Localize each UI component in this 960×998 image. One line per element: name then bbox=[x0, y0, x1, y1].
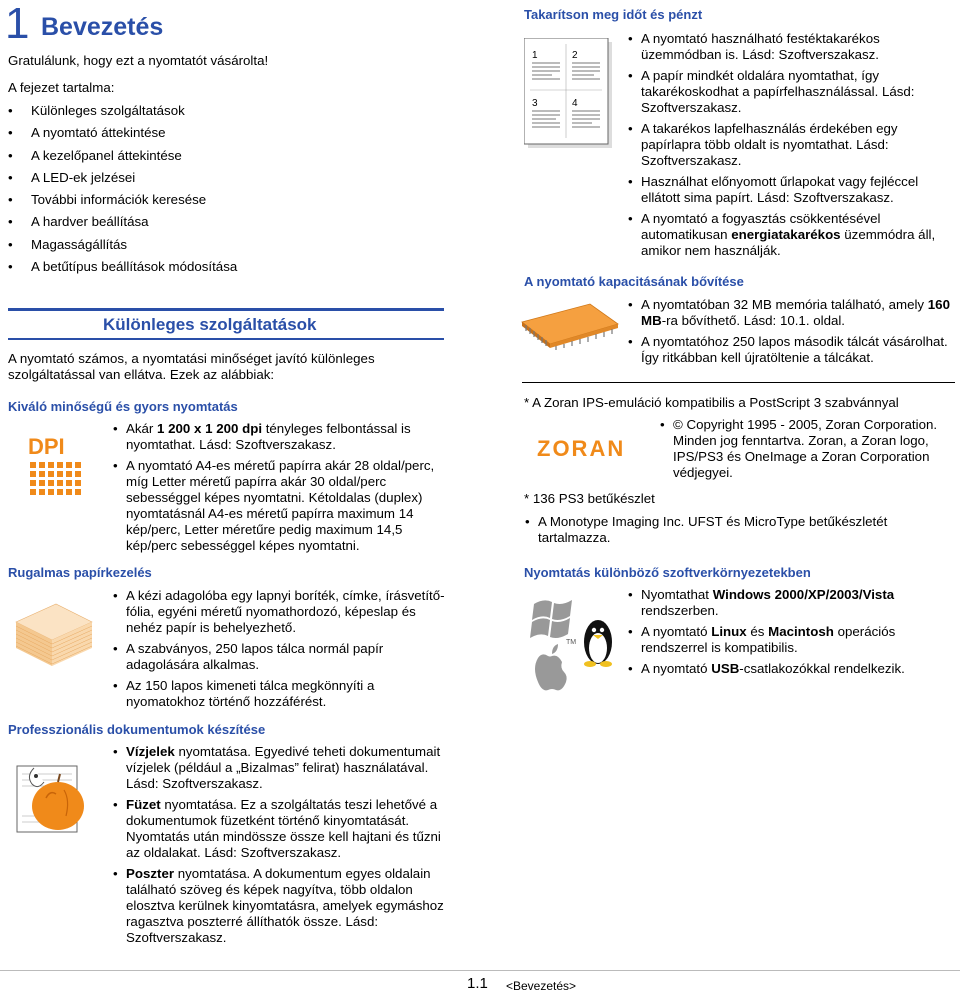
dpi-icon bbox=[24, 432, 94, 500]
list-item: • Nyomtathat Windows 2000/XP/2003/Vista rendszerben. bbox=[625, 587, 945, 619]
zoran-copyright-list bbox=[657, 417, 957, 486]
zoran-note: * A Zoran IPS-emuláció kompatibilis a PostScript 3 szabvánnyal bbox=[524, 395, 899, 410]
toc-item: • A betűtípus beállítások módosítása bbox=[8, 256, 237, 278]
footer-page-number: 1.1 bbox=[467, 975, 488, 992]
toc-item: • Különleges szolgáltatások bbox=[8, 100, 237, 122]
list-item: • Füzet nyomtatása. Ez a szolgáltatás teszi lehetővé a dokumentumok füzetként történő kinyomtatását. Nyomtatás után mindössze össze kell hajtani és tűzni az oldalakat. Lásd: Szoftverszakasz. bbox=[110, 797, 445, 861]
list-item: • A nyomtatóban 32 MB memória található, amely 160 MB-ra bővíthető. Lásd: 10.1. oldal. bbox=[625, 297, 955, 329]
list-item: • A nyomtató használható festéktakarékos üzemmódban is. Lásd: Szoftverszakasz. bbox=[625, 31, 945, 63]
env-heading: Nyomtatás különböző szoftverkörnyezetekben bbox=[524, 565, 811, 580]
docs-heading: Professzionális dokumentumok készítése bbox=[8, 722, 266, 737]
list-item: • A nyomtató USB-csatlakozókkal rendelkezik. bbox=[625, 661, 945, 677]
svg-text:1: 1 bbox=[532, 50, 538, 61]
zoran-logo bbox=[535, 433, 645, 463]
section-divider bbox=[522, 382, 955, 383]
footer-chapter: <Bevezetés> bbox=[506, 979, 577, 993]
list-item: • A kézi adagolóba egy lapnyi boríték, címke, írásvetítő-fólia, egyéni méretű nyomathordozó, képeslap és nehéz papír is behelyezhető. bbox=[110, 588, 445, 636]
svg-text:ZORAN: ZORAN bbox=[537, 436, 626, 461]
docs-list bbox=[110, 744, 445, 951]
list-item: • © Copyright 1995 - 2005, Zoran Corporation. Minden jog fenntartva. Zoran, a Zoran logo, IPS/PS3 és OneImage a Zoran Corporation védjegyei. bbox=[657, 417, 957, 481]
list-item: • A szabványos, 250 lapos tálca normál papír adagolására alkalmas. bbox=[110, 641, 445, 673]
env-list bbox=[625, 587, 945, 682]
os-logos-icon bbox=[530, 590, 620, 700]
toc-item: • A hardver beállítása bbox=[8, 211, 237, 233]
section-rule-top bbox=[8, 308, 444, 311]
paper-stack-icon bbox=[12, 600, 94, 670]
list-item: • A nyomtatóhoz 250 lapos második tálcát vásárolhat. Így ritkábban kell újratöltenie a tálcákat. bbox=[625, 334, 955, 366]
list-item: • A nyomtató A4-es méretű papírra akár 28 oldal/perc, míg Letter méretű papírra akár 30 oldal/perc sebességgel képes nyomtatni. Kétoldalas (duplex) nyomtatásnál A4-es méretű papírra maximum 14 kép/perc, Letter méretűre pedig maximum 14,5 kép/perc sebességgel képes nyomtatni. bbox=[110, 458, 445, 554]
svg-text:4: 4 bbox=[572, 98, 578, 109]
section-intro: A nyomtató számos, a nyomtatási minőséget javító különleges szolgáltatással van ellátva. Ezek az alábbiak: bbox=[8, 351, 375, 382]
footer-rule bbox=[0, 970, 960, 971]
list-item: • A Monotype Imaging Inc. UFST és MicroType betűkészletét tartalmazza. bbox=[522, 514, 942, 546]
list-item: • Akár 1 200 x 1 200 dpi tényleges felbontással is nyomtathat. Lásd: Szoftverszakasz. bbox=[110, 421, 445, 453]
section-rule-bottom bbox=[8, 338, 444, 340]
svg-text:TM: TM bbox=[566, 639, 577, 646]
list-item: • A nyomtató a fogyasztás csökkentésével automatikusan energiatakarékos üzemmódra áll, amikor nem használják. bbox=[625, 211, 945, 259]
toc-item: • Magasságállítás bbox=[8, 234, 237, 256]
list-item: • A papír mindkét oldalára nyomtathat, így takarékoskodhat a papírfelhasználással. Lásd: Szoftverszakasz. bbox=[625, 68, 945, 116]
nup-pages-icon bbox=[524, 38, 614, 150]
paper-list bbox=[110, 588, 445, 715]
chapter-title: Bevezetés bbox=[41, 13, 164, 41]
monotype-list bbox=[522, 514, 942, 551]
list-item: • Az 150 lapos kimeneti tálca megkönnyíti a nyomatokhoz történő hozzáférést. bbox=[110, 678, 445, 710]
svg-text:DPI: DPI bbox=[28, 434, 65, 459]
toc-item: • A kezelőpanel áttekintése bbox=[8, 145, 237, 167]
quality-list bbox=[110, 421, 445, 559]
quality-heading: Kiváló minőségű és gyors nyomtatás bbox=[8, 399, 238, 414]
paper-heading: Rugalmas papírkezelés bbox=[8, 565, 152, 580]
capacity-heading: A nyomtató kapacitásának bővítése bbox=[524, 274, 744, 289]
toc-item: • A LED-ek jelzései bbox=[8, 167, 237, 189]
chapter-number: 1 bbox=[5, 0, 30, 48]
save-list bbox=[625, 31, 945, 264]
save-heading: Takarítson meg időt és pénzt bbox=[524, 7, 703, 22]
list-item: • Használhat előnyomott űrlapokat vagy fejléccel ellátott sima papírt. Lásd: Szoftverszakasz. bbox=[625, 174, 945, 206]
list-item: • Poszter nyomtatása. A dokumentum egyes oldalain található szöveg és képek nagyítva, több oldalon elosztva kerülnek kinyomtatásra, amelyek egymáshoz ragasztva poszterré állíthatók össze. Lásd: Szoftverszakasz. bbox=[110, 866, 445, 946]
svg-text:2: 2 bbox=[572, 50, 578, 61]
list-item: • A nyomtató Linux és Macintosh operációs rendszerrel is kompatibilis. bbox=[625, 624, 945, 656]
section-title: Különleges szolgáltatások bbox=[103, 315, 317, 334]
memory-chip-icon bbox=[520, 300, 620, 350]
list-item: • Vízjelek nyomtatása. Egyedivé teheti dokumentumait vízjelek (például a „Bizalmas” felirat) használatával. Lásd: Szoftverszakasz. bbox=[110, 744, 445, 792]
intro-congrats: Gratulálunk, hogy ezt a nyomtatót vásárolta! bbox=[8, 53, 269, 68]
toc-heading: A fejezet tartalma: bbox=[8, 80, 115, 95]
toc-item: • A nyomtató áttekintése bbox=[8, 122, 237, 144]
watermark-apple-icon bbox=[16, 760, 88, 835]
svg-text:3: 3 bbox=[532, 98, 538, 109]
capacity-list bbox=[625, 297, 955, 371]
ps3-fonts-note: * 136 PS3 betűkészlet bbox=[524, 491, 655, 506]
toc-list bbox=[8, 100, 237, 278]
list-item: • A takarékos lapfelhasználás érdekében egy papírlapra több oldalt is nyomtathat. Lásd: Szoftverszakasz. bbox=[625, 121, 945, 169]
toc-item: • További információk keresése bbox=[8, 189, 237, 211]
